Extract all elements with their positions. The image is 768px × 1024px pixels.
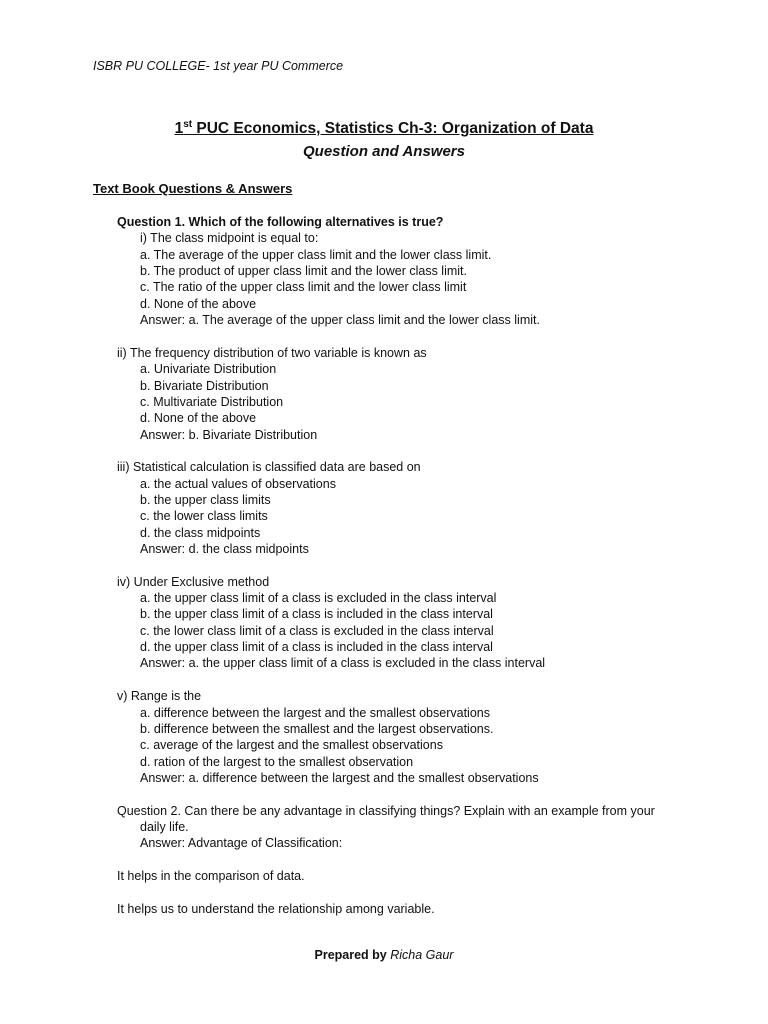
text-line: d. the class midpoints bbox=[140, 525, 261, 540]
text-line: c. the lower class limit of a class is excluded in the class interval bbox=[140, 623, 494, 638]
document-title bbox=[0, 119, 768, 138]
text-line: c. The ratio of the upper class limit and the lower class limit bbox=[140, 280, 467, 295]
text-line: a. the actual values of observations bbox=[140, 476, 336, 491]
text-line: Answer: a. difference between the largest and the smallest observations bbox=[140, 770, 539, 785]
text-line: i) The class midpoint is equal to: bbox=[140, 231, 319, 246]
text-line: b. The product of upper class limit and the lower class limit. bbox=[140, 264, 467, 279]
text-line: ii) The frequency distribution of two variable is known as bbox=[117, 345, 427, 360]
title-prefix: 1 bbox=[174, 120, 184, 138]
text-line: daily life. bbox=[140, 819, 189, 834]
text-line: a. the upper class limit of a class is excluded in the class interval bbox=[140, 591, 497, 606]
text-line: a. difference between the largest and the smallest observations bbox=[140, 705, 490, 720]
text-line: Answer: b. Bivariate Distribution bbox=[140, 427, 318, 442]
text-line: Question 1. Which of the following alternatives is true? bbox=[117, 215, 444, 229]
text-line: d. ration of the largest to the smallest observation bbox=[140, 754, 414, 769]
text-line: Answer: a. the upper class limit of a class is excluded in the class interval bbox=[140, 656, 546, 671]
text-line: iv) Under Exclusive method bbox=[117, 574, 270, 589]
text-line: It helps in the comparison of data. bbox=[117, 869, 305, 883]
text-line: c. the lower class limits bbox=[140, 509, 268, 524]
text-line: c. average of the largest and the smallest observations bbox=[140, 738, 443, 753]
text-line: d. the upper class limit of a class is included in the class interval bbox=[140, 640, 493, 655]
text-line: iii) Statistical calculation is classified data are based on bbox=[117, 460, 421, 475]
document-subtitle: Question and Answers bbox=[303, 143, 465, 160]
footer-label: Prepared by bbox=[314, 948, 387, 962]
page-footer bbox=[0, 948, 768, 962]
text-line: Answer: d. the class midpoints bbox=[140, 542, 309, 556]
text-line: b. difference between the smallest and the largest observations. bbox=[140, 721, 494, 736]
section-heading: Text Book Questions & Answers bbox=[93, 181, 293, 196]
title-rest: PUC Economics, Statistics Ch-3: Organization of Data bbox=[192, 120, 594, 138]
text-line: a. The average of the upper class limit and the lower class limit. bbox=[140, 247, 492, 262]
text-line: Answer: a. The average of the upper class limit and the lower class limit. bbox=[140, 313, 540, 328]
text-line: d. None of the above bbox=[140, 296, 257, 311]
text-line: b. Bivariate Distribution bbox=[140, 378, 269, 393]
text-line: It helps us to understand the relationship among variable. bbox=[117, 901, 435, 916]
text-line: c. Multivariate Distribution bbox=[140, 394, 284, 409]
footer-author: Richa Gaur bbox=[390, 948, 454, 962]
text-line: b. the upper class limits bbox=[140, 492, 271, 507]
text-line: d. None of the above bbox=[140, 411, 257, 426]
text-line: b. the upper class limit of a class is included in the class interval bbox=[140, 607, 493, 622]
text-line: v) Range is the bbox=[117, 689, 202, 704]
page-header: ISBR PU COLLEGE- 1st year PU Commerce bbox=[93, 59, 344, 73]
text-line: a. Univariate Distribution bbox=[140, 362, 277, 377]
title-superscript: st bbox=[183, 119, 193, 130]
text-line: Question 2. Can there be any advantage in classifying things? Explain with an example from your bbox=[117, 803, 655, 818]
text-line: Answer: Advantage of Classification: bbox=[140, 836, 343, 851]
